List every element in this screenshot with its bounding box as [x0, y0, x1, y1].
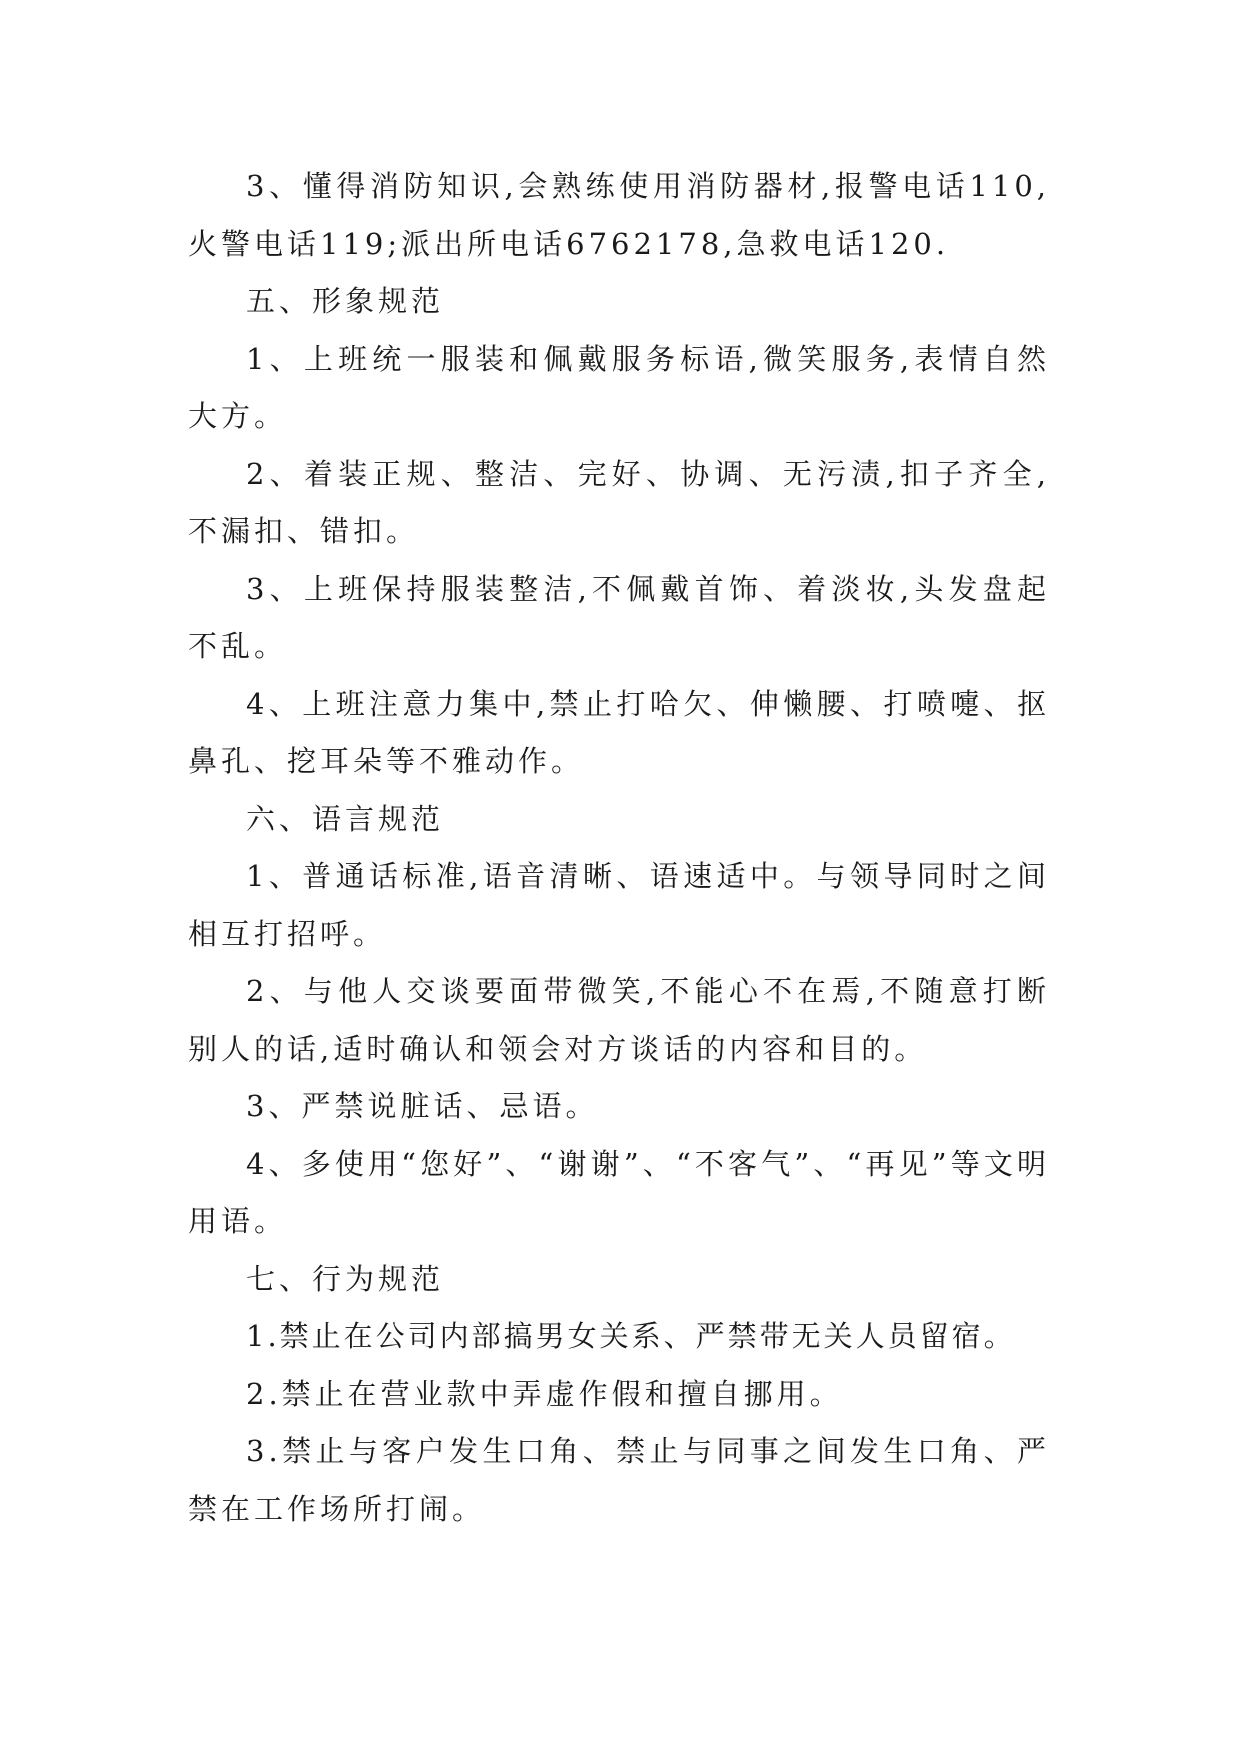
paragraph-attention: 4、上班注意力集中,禁止打哈欠、伸懒腰、打喷嚏、抠鼻孔、挖耳朵等不雅动作。: [188, 686, 1050, 778]
paragraph-no-profanity: 3、严禁说脏话、忌语。: [246, 1089, 599, 1123]
paragraph-no-fraud: 2.禁止在营业款中弄虚作假和擅自挪用。: [246, 1376, 843, 1411]
document-body: [188, 158, 1050, 1538]
paragraph-mandarin: 1、普通话标准,语音清晰、语速适中。与领导同时之间相互打招呼。: [188, 859, 1050, 951]
paragraph-uniform: 1、上班统一服装和佩戴服务标语,微笑服务,表情自然大方。: [188, 341, 1050, 433]
section-heading-appearance: 五、形象规范: [246, 284, 445, 318]
paragraph-polite-phrases: 4、多使用“您好”、“谢谢”、“不客气”、“再见”等文明用语。: [188, 1146, 1050, 1238]
paragraph-fire-safety-knowledge: 3、懂得消防知识,会熟练使用消防器材,报警电话110,火警电话119;派出所电话6762178,急救电话120.: [188, 169, 1050, 261]
paragraph-no-relationships: 1.禁止在公司内部搞男女关系、严禁带无关人员留宿。: [246, 1319, 1016, 1353]
paragraph-dress-code: 2、着装正规、整洁、完好、协调、无污渍,扣子齐全,不漏扣、错扣。: [188, 456, 1050, 548]
paragraph-grooming: 3、上班保持服装整洁,不佩戴首饰、着淡妆,头发盘起不乱。: [188, 571, 1050, 663]
section-heading-language: 六、语言规范: [246, 801, 445, 836]
paragraph-conversation: 2、与他人交谈要面带微笑,不能心不在焉,不随意打断别人的话,适时确认和领会对方谈话的内容和目的。: [188, 974, 1050, 1066]
section-heading-behavior: 七、行为规范: [246, 1261, 445, 1296]
paragraph-no-quarrels: 3.禁止与客户发生口角、禁止与同事之间发生口角、严禁在工作场所打闹。: [188, 1434, 1050, 1526]
